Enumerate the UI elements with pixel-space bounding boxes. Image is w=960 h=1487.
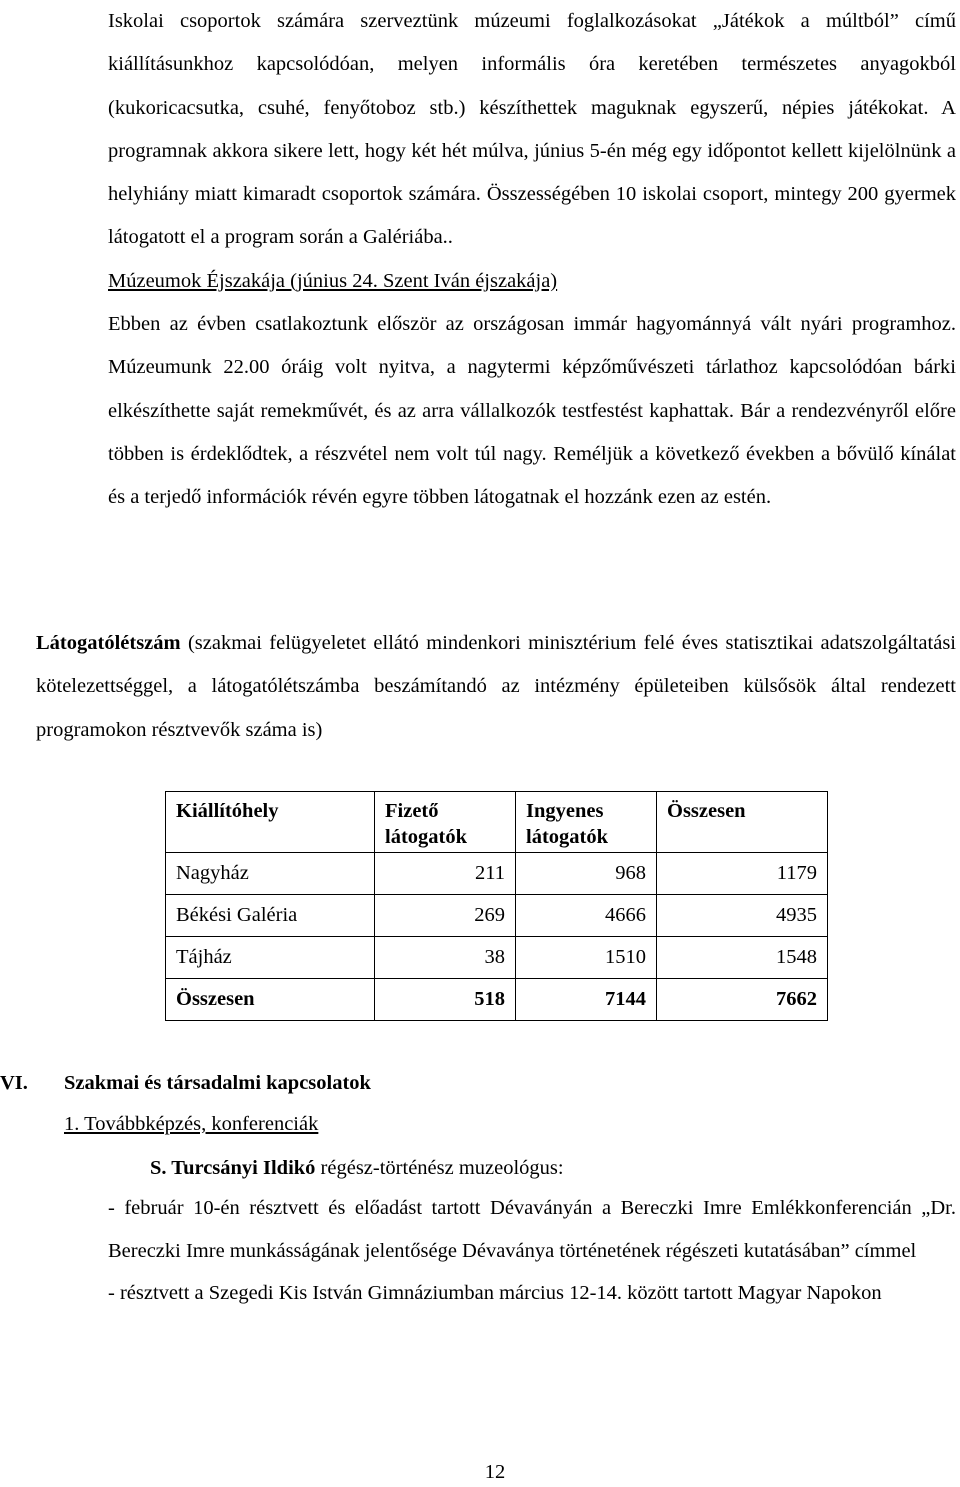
header-paying: Fizető látogatók [375,792,516,853]
visitor-count-definition: (szakmai felügyeletet ellátó mindenkori minisztérium felé éves statisztikai adatszolgáltatási kötelezettséggel, a látogatólétszámba beszámítandó az intézmény épületeiben külsősök által rendezett programokon résztvevők száma is) [36,632,956,741]
cell-paying: 38 [375,937,516,979]
header-free: Ingyenes látogatók [516,792,657,853]
person-role: régész-történész muzeológus: [315,1157,564,1179]
visitor-count-paragraph [36,622,956,752]
list-item: - résztvett a Szegedi Kis István Gimnáziumban március 12-14. között tartott Magyar Napokon [108,1282,882,1304]
person-line [150,1147,564,1189]
person-name: S. Turcsányi Ildikó [150,1157,316,1179]
cell-total: 1548 [657,937,828,979]
visitor-stats-table [165,791,828,1021]
school-programs-paragraph: Iskolai csoportok számára szerveztünk múzeumi foglalkozásokat „Játékok a múltból” című kiállításunkhoz kapcsolódóan, melyen informális óra keretében természetes anyagokból (kukoricacsutka, csuhé, fenyőtoboz stb.) készíthettek maguknak egyszerű, népies játékokat. A programnak akkora sikere lett, hogy két hét múlva, június 5-én még egy időpontot kellett kijelölnünk a helyhiány miatt kimaradt csoportok számára. Összességében 10 iskolai csoport, mintegy 200 gyermek látogatott el a program során a Galériába.. [108,10,956,249]
cell-total: 4935 [657,895,828,937]
table-row [166,853,828,895]
cell-venue: Nagyház [166,853,375,895]
table-header-row [166,792,828,853]
header-total: Összesen [657,792,828,853]
cell-total: 1179 [657,853,828,895]
cell-venue: Összesen [166,979,375,1021]
cell-free: 4666 [516,895,657,937]
cell-total: 7662 [657,979,828,1021]
cell-free: 1510 [516,937,657,979]
table-row [166,937,828,979]
list-item: - február 10-én résztvett és előadást tartott Dévaványán a Bereczki Imre Emlékkonferencián „Dr. Bereczki Imre munkásságának jelentősége Dévaványa történetének régészeti kutatásában” címmel [108,1197,956,1262]
museum-night-heading: Múzeumok Éjszakája (június 24. Szent Iván éjszakája) [108,269,558,292]
intro-text [108,0,956,520]
table-total-row [166,979,828,1021]
activity-list [108,1187,956,1315]
cell-venue: Békési Galéria [166,895,375,937]
subsection-title: 1. Továbbképzés, konferenciák [64,1113,319,1135]
header-venue: Kiállítóhely [166,792,375,853]
cell-paying: 518 [375,979,516,1021]
page-number: 12 [484,1461,506,1483]
cell-paying: 269 [375,895,516,937]
section-number: VI. [0,1072,28,1094]
museum-night-paragraph: Ebben az évben csatlakoztunk először az országosan immár hagyománnyá vált nyári programhoz. Múzeumunk 22.00 óráig volt nyitva, a nagytermi képzőművészeti tárlathoz kapcsolódóan bárki elkészíthette saját remekművét, és az arra vállalkozók testfestést kaphattak. Bár a rendezvényről előre többen is érdeklődtek, a részvétel nem volt túl nagy. Reméljük a következő években a bővülő kínálat és a terjedő információk révén egyre többen látogatnak el hozzánk ezen az estén. [108,313,956,509]
table-row [166,895,828,937]
section-title: Szakmai és társadalmi kapcsolatok [64,1072,371,1094]
cell-free: 7144 [516,979,657,1021]
cell-free: 968 [516,853,657,895]
visitor-count-term: Látogatólétszám [36,632,181,654]
cell-paying: 211 [375,853,516,895]
cell-venue: Tájház [166,937,375,979]
